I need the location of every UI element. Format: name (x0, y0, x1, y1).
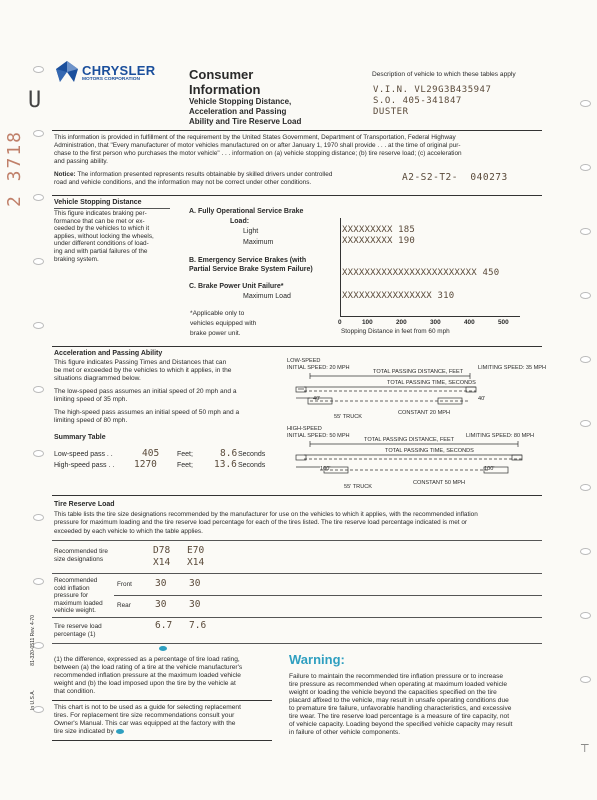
notice-paragraph (54, 171, 394, 187)
notice-line: The information presented represents results obtainable by skilled drivers under controlled (75, 171, 333, 178)
divider (52, 740, 272, 741)
row-label-line: percentage (1) (54, 631, 96, 638)
desc-line: ceeded by the vehicles to which it (54, 225, 150, 233)
maximum-label: Maximum (243, 239, 274, 246)
heading-underline (54, 208, 170, 209)
desc-line: formance that can be met or ex- (54, 217, 145, 225)
diagram-initial-speed: INITIAL SPEED: 50 MPH (287, 433, 350, 439)
punch-hole (33, 578, 44, 585)
punch-hole (33, 130, 44, 137)
footnote-line: brake power unit. (190, 330, 241, 337)
axis-tick: 200 (396, 319, 407, 326)
note-line: between (a) the load rating of a tire at the vehicle manufacturer's (54, 664, 243, 671)
desc-line: limiting speed of 80 mph. (54, 417, 128, 424)
diagram-title: HIGH-SPEED (287, 426, 322, 432)
axis-tick: 100 (362, 319, 373, 326)
diagram-time: TOTAL PASSING TIME, SECONDS (387, 380, 476, 386)
bar-light: XXXXXXXXX 185 (342, 225, 416, 235)
punch-hole (33, 258, 44, 265)
brake-a-label: A. Fully Operational Service Brake (189, 208, 304, 215)
axis-tick: 400 (464, 319, 475, 326)
axis-label: Stopping Distance in feet from 60 mph (341, 328, 450, 335)
diagram-time: TOTAL PASSING TIME, SECONDS (385, 448, 474, 454)
row-label-line: Recommended (54, 577, 98, 584)
notice-label: Notice: (54, 171, 76, 178)
desc-line: The low-speed pass assumes an initial speed of 20 mph and a (54, 388, 237, 395)
divider (52, 495, 542, 496)
intro-paragraph (54, 134, 542, 166)
row-label-line: Tire reserve load (54, 623, 102, 630)
warning-line: of vehicle capacity. Loading beyond the specified vehicle capacity may result (289, 721, 513, 728)
note-line: tire size indicated by (54, 728, 114, 735)
footnote-line: *Applicable only to (190, 310, 245, 317)
section-heading-tire: Tire Reserve Load (54, 501, 115, 508)
intro-line: This information is provided in fulfillment of the requirement by the United States Government, Department of Transportation, Federal Highway (54, 134, 456, 141)
bar-emergency: XXXXXXXXXXXXXXXXXXXXXXXX 450 (342, 268, 500, 278)
desc-line: This table lists the tire size designations recommended by the manufacturer for use on the vehicles to which it applies, with the recommended inflation (54, 511, 478, 518)
footnote-1 (54, 656, 242, 696)
front-pressure-2: 30 (189, 578, 201, 589)
title-line: Information (189, 82, 261, 97)
brake-b-line: B. Emergency Service Brakes (with (189, 257, 307, 264)
tire-description (54, 511, 544, 536)
high-speed-label: High-speed pass . . (54, 462, 115, 469)
row-label-line: size designations (54, 556, 104, 563)
punch-hole (33, 194, 44, 201)
reserve-1: 6.7 (155, 620, 173, 631)
row-label-inflation (54, 577, 103, 615)
vin-line: V.I.N. VL29G3B435947 (373, 85, 492, 95)
table-rule (52, 617, 542, 618)
high-speed-feet: 1270 (134, 459, 157, 470)
desc-line: ing and with partial failures of the (54, 247, 148, 255)
low-speed-description (54, 388, 237, 404)
teal-marker (159, 646, 167, 651)
punch-hole (33, 322, 44, 329)
tire-size-value: X14 (187, 557, 205, 568)
title-line: Consumer (189, 67, 254, 82)
load-label: Load: (230, 218, 250, 225)
punch-hole (580, 292, 591, 299)
punch-hole (580, 548, 591, 555)
row-label-size (54, 548, 108, 564)
brand-subtitle: MOTORS CORPORATION (82, 77, 140, 82)
light-label: Light (243, 228, 259, 235)
punch-hole (580, 228, 591, 235)
divider (52, 195, 542, 196)
replacement-note (54, 704, 241, 736)
row-label-line: Recommended tire (54, 548, 108, 555)
diagram-truck-label: 55' TRUCK (344, 484, 373, 490)
feet-unit: Feet; (177, 451, 193, 458)
desc-line: exceeded by each vehicle to which the table applies. (54, 527, 203, 535)
tire-size-value: X14 (153, 557, 171, 568)
section-heading-acceleration: Acceleration and Passing Ability (54, 350, 163, 357)
footnote (190, 309, 256, 339)
diagram-constant-label: CONSTANT 50 MPH (413, 480, 466, 486)
brake-c-label: C. Brake Power Unit Failure* (189, 283, 284, 290)
punch-hole (33, 66, 44, 73)
diagram-gap: 100' (484, 466, 495, 472)
brand-name: CHRYSLER (82, 63, 156, 78)
tire-size-value: D78 (153, 545, 171, 556)
section-heading-stopping: Vehicle Stopping Distance (54, 199, 142, 206)
diagram-gap: 40' (478, 396, 486, 402)
note-line: that condition. (54, 688, 96, 695)
table-rule (52, 573, 542, 574)
punch-hole (580, 164, 591, 171)
table-rule (114, 595, 542, 596)
desc-line: pressure for maximum loading and the tire reserve load percentage for each of the tires listed. The tire reserve load percentage indicated is met or (54, 519, 468, 527)
subtitle-line: Vehicle Stopping Distance, (189, 97, 292, 106)
tire-size-1 (153, 545, 170, 569)
intro-line: and passing ability. (54, 158, 108, 165)
punch-hole (580, 356, 591, 363)
desc-line: be met or exceeded by the vehicles to which it applies, in the (54, 367, 232, 374)
accel-description (54, 359, 231, 383)
axis-tick: 0 (338, 319, 342, 326)
desc-line: under different conditions of load- (54, 240, 149, 248)
axis-tick: 300 (430, 319, 441, 326)
diagram-title: LOW-SPEED (287, 358, 321, 364)
subtitle-line: Acceleration and Passing (189, 107, 287, 116)
diagram-limiting-speed: LIMITING SPEED: 80 MPH (466, 433, 535, 439)
seconds-unit: Seconds (238, 451, 266, 458)
high-speed-diagram-lines (290, 438, 530, 485)
row-label-reserve (54, 623, 102, 639)
rear-pressure-1: 30 (155, 599, 167, 610)
diagram-distance: TOTAL PASSING DISTANCE, FEET (373, 369, 464, 375)
punch-hole (580, 100, 591, 107)
table-rule (52, 643, 542, 644)
tire-size-2 (187, 545, 204, 569)
desc-line: This figure indicates Passing Times and Distances that can (54, 359, 227, 366)
rear-pressure-2: 30 (189, 599, 201, 610)
row-label-line: pressure for (54, 592, 89, 600)
divider (52, 700, 272, 701)
side-print-country: In U.S.A. (30, 690, 36, 711)
punch-hole (33, 450, 44, 457)
high-speed-seconds: 13.6 (214, 459, 237, 470)
brake-b-label (189, 257, 313, 274)
note-line: weight and (b) the load imposed upon the tire by the vehicle at (54, 680, 236, 687)
desc-line: limiting speed of 35 mph. (54, 396, 128, 403)
front-label: Front (117, 581, 132, 588)
feet-unit: Feet; (177, 462, 193, 469)
side-print-code: 81-320-0511 Rev. 4-70 (30, 615, 36, 666)
divider (52, 346, 542, 347)
warning-line: weight or loading the vehicle beyond the capacities specified on the tire (289, 689, 497, 696)
front-pressure-1: 30 (155, 578, 167, 589)
note-line: This chart is not to be used as a guide for selecting replacement (54, 704, 241, 711)
bar-maximum: XXXXXXXXX 190 (342, 236, 416, 246)
diagram-gap: 40' (313, 396, 321, 402)
footnote-line: vehicles equipped with (190, 320, 257, 327)
intro-line: chase to the first person who purchases the motor vehicle" . . . information on (a) vehicle stopping distance; (b) tire reserve load; (c) acceleration (54, 150, 462, 157)
punch-hole (580, 676, 591, 683)
diagram-distance: TOTAL PASSING DISTANCE, FEET (364, 437, 455, 443)
warning-text (289, 673, 549, 737)
subtitle (189, 97, 301, 127)
summary-heading: Summary Table (54, 434, 106, 441)
warning-line: tire pressure as recommended when operating at maximum loaded vehicle (289, 681, 508, 688)
stopping-description (54, 210, 179, 263)
notice-line: road and vehicle conditions, and the information may not be correct under other conditions. (54, 179, 312, 186)
note-line: Owner's Manual. This car was equipped at the factory with the (54, 720, 236, 727)
high-speed-description (54, 409, 239, 425)
vehicle-description (373, 85, 491, 118)
teal-marker (116, 729, 124, 734)
diagram-constant-label: CONSTANT 20 MPH (398, 410, 451, 416)
row-label-line: cold inflation (54, 584, 90, 592)
low-speed-feet: 405 (142, 448, 160, 459)
so-line: S.O. 405-341847 (373, 96, 462, 106)
diagram-limiting-speed: LIMITING SPEED: 35 MPH (478, 365, 547, 371)
warning-line: in failure of other vehicle components. (289, 729, 401, 736)
warning-title: Warning: (289, 652, 345, 667)
bar-power-failure: XXXXXXXXXXXXXXXX 310 (342, 291, 455, 301)
low-speed-seconds: 8.6 (220, 448, 238, 459)
intro-line: Administration, that "Every manufacturer of motor vehicles manufactured on or after January 1, 1970 shall provide . . . at the time of original pur- (54, 142, 461, 149)
punch-hole (580, 612, 591, 619)
chart-axis-y (340, 218, 341, 316)
rear-label: Rear (117, 602, 131, 609)
desc-line: The high-speed pass assumes an initial speed of 50 mph and a (54, 409, 240, 416)
corner-mark: ⊤ (580, 743, 590, 755)
note-line: (1) the difference, expressed as a percentage of tire load rating, (54, 656, 240, 663)
desc-line: situations diagrammed below. (54, 375, 141, 382)
chrysler-pentastar-logo (55, 60, 79, 84)
punch-hole (580, 484, 591, 491)
note-line: tires. For replacement tire size recommendations consult your (54, 712, 235, 719)
punch-hole (33, 386, 44, 393)
vehicle-description-label: Description of vehicle to which these tables apply (372, 71, 516, 78)
note-line: recommended inflation pressure at the maximum loaded vehicle (54, 672, 241, 679)
margin-handwriting-number: 2 3718 (4, 130, 25, 208)
low-speed-label: Low-speed pass . . (54, 451, 113, 458)
brake-c-max-label: Maximum Load (243, 293, 291, 300)
axis-tick: 500 (498, 319, 509, 326)
warning-line: tire wear. The tire reserve load percentage is a measure of tire capacity, not (289, 713, 510, 720)
desc-line: braking system. (54, 255, 99, 263)
tire-size-value: E70 (187, 545, 205, 556)
punch-hole (580, 420, 591, 427)
warning-line: placard affixed to the vehicle, may result in unsafe operating conditions due (289, 697, 509, 704)
seconds-unit: Seconds (238, 462, 266, 469)
subtitle-line: Ability and Tire Reserve Load (189, 117, 302, 126)
code-handwritten: A2-S2-T2- 040273 (402, 172, 508, 183)
warning-line: Failure to maintain the recommended tire inflation pressure or to increase (289, 673, 504, 680)
low-speed-diagram-lines (290, 370, 530, 415)
chart-axis-x (340, 316, 520, 317)
diagram-initial-speed: INITIAL SPEED: 20 MPH (287, 365, 350, 371)
model-line: DUSTER (373, 107, 409, 117)
table-rule (52, 540, 542, 541)
brake-b-line: Partial Service Brake System Failure) (189, 265, 313, 273)
reserve-2: 7.6 (189, 620, 207, 631)
row-label-line: maximum loaded (54, 599, 103, 607)
divider (52, 130, 542, 131)
diagram-gap: 100' (320, 466, 331, 472)
warning-line: to premature tire failure, unfavorable handling characteristics, and excessive (289, 705, 512, 712)
diagram-truck-label: 55' TRUCK (334, 414, 363, 420)
desc-line: This figure indicates braking per- (54, 210, 147, 217)
row-label-line: vehicle weight. (54, 607, 96, 615)
desc-line: applies, without locking the wheels, (54, 232, 154, 240)
punch-hole (33, 514, 44, 521)
margin-handwriting: U (28, 88, 42, 113)
title (189, 67, 261, 97)
